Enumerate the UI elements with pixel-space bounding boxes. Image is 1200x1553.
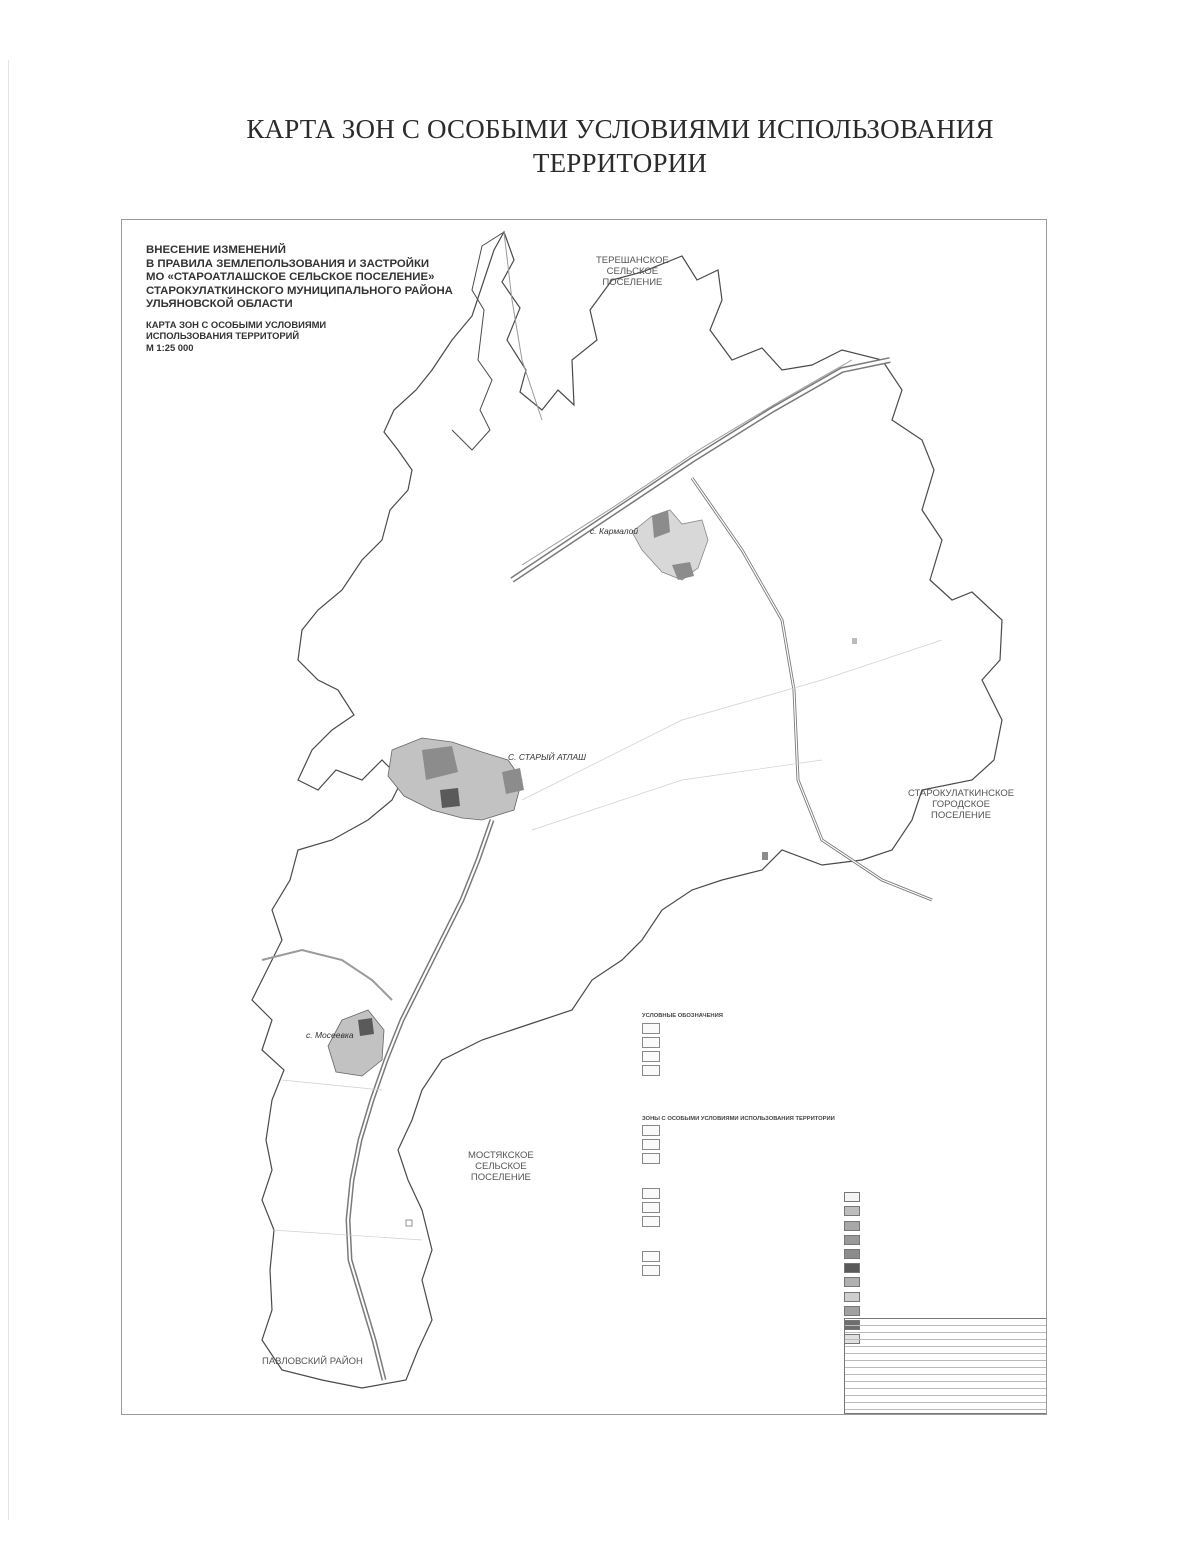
legend-row bbox=[642, 1216, 847, 1227]
page-title-line-2: ТЕРРИТОРИИ bbox=[532, 148, 708, 178]
map-header bbox=[146, 244, 506, 353]
map-header-line-4: СТАРОКУЛАТКИНСКОГО МУНИЦИПАЛЬНОГО РАЙОНА bbox=[146, 284, 453, 297]
neighbor-pavlovsky: ПАВЛОВСКИЙ РАЙОН bbox=[262, 1356, 363, 1367]
zone-row bbox=[844, 1249, 1044, 1259]
stary-atlash-area bbox=[388, 738, 522, 820]
neighbor-mostyakskoe: МОСТЯКСКОЕ СЕЛЬСКОЕ ПОСЕЛЕНИЕ bbox=[468, 1150, 534, 1183]
legend-row bbox=[642, 1265, 847, 1276]
legend-swatch bbox=[642, 1265, 660, 1276]
legend-swatch bbox=[642, 1188, 660, 1199]
legend-row bbox=[642, 1251, 847, 1262]
tributary-north bbox=[504, 232, 542, 420]
karmaloy-area bbox=[632, 510, 708, 580]
legend-swatch bbox=[642, 1216, 660, 1227]
stary-atlash-core-2 bbox=[440, 788, 460, 808]
page-title-line-1: КАРТА ЗОН С ОСОБЫМИ УСЛОВИЯМИ ИСПОЛЬЗОВАНИЯ bbox=[246, 114, 994, 144]
zone-row bbox=[844, 1306, 1044, 1316]
zone-row bbox=[844, 1206, 1044, 1216]
tributary-west bbox=[262, 950, 392, 1000]
map-header-line-1: ВНЕСЕНИЕ ИЗМЕНЕНИЙ bbox=[146, 244, 286, 256]
zone-swatch bbox=[844, 1249, 860, 1259]
small-object-3 bbox=[406, 1220, 412, 1226]
neighbor-tereshanskoe: ТЕРЕШАНСКОЕ СЕЛЬСКОЕ ПОСЕЛЕНИЕ bbox=[596, 255, 669, 288]
zone-row bbox=[844, 1277, 1044, 1287]
neighbor-starokulatkinskoe: СТАРОКУЛАТКИНСКОЕ ГОРОДСКОЕ ПОСЕЛЕНИЕ bbox=[908, 788, 1015, 821]
zone-swatch bbox=[844, 1235, 860, 1245]
legend-row bbox=[642, 1051, 847, 1062]
zone-row bbox=[844, 1292, 1044, 1302]
legend-row bbox=[642, 1153, 847, 1164]
legend-swatch bbox=[642, 1125, 660, 1136]
label-mosyavka: с. Мосеевка bbox=[306, 1030, 354, 1040]
mosyavka-area bbox=[328, 1010, 384, 1076]
small-object-2 bbox=[852, 638, 857, 644]
legend-swatch bbox=[642, 1251, 660, 1262]
zone-swatch bbox=[844, 1292, 860, 1302]
legend-row bbox=[642, 1188, 847, 1199]
legend-zones-title: ЗОНЫ С ОСОБЫМИ УСЛОВИЯМИ ИСПОЛЬЗОВАНИЯ ТЕРРИТОРИИ bbox=[642, 1115, 835, 1122]
scan-edge-line bbox=[8, 60, 9, 1520]
map-subheader-line-2: ИСПОЛЬЗОВАНИЯ ТЕРРИТОРИЙ bbox=[146, 330, 300, 342]
zone-swatch bbox=[844, 1221, 860, 1231]
label-stary-atlash: С. СТАРЫЙ АТЛАШ bbox=[508, 752, 586, 762]
legend-swatch bbox=[642, 1023, 660, 1034]
legend-row bbox=[642, 1037, 847, 1048]
field-line-3 bbox=[282, 1080, 382, 1090]
zone-swatch bbox=[844, 1192, 860, 1202]
road-southeast bbox=[692, 478, 932, 900]
legend-swatch bbox=[642, 1139, 660, 1150]
zone-row bbox=[844, 1235, 1044, 1245]
legend-row bbox=[642, 1065, 847, 1076]
legend-title: УСЛОВНЫЕ ОБОЗНАЧЕНИЯ bbox=[642, 1013, 723, 1019]
map-header-line-3: МО «СТАРОАТЛАШСКОЕ СЕЛЬСКОЕ ПОСЕЛЕНИЕ» bbox=[146, 271, 435, 284]
legend-row bbox=[642, 1125, 847, 1136]
zone-swatch bbox=[844, 1206, 860, 1216]
field-line-2 bbox=[532, 760, 822, 830]
small-object bbox=[762, 852, 768, 860]
map-frame bbox=[121, 219, 1047, 1415]
mosyavka-core bbox=[358, 1018, 374, 1036]
field-line-1 bbox=[522, 640, 942, 800]
map-subheader-line-1: КАРТА ЗОН С ОСОБЫМИ УСЛОВИЯМИ bbox=[146, 318, 327, 330]
title-block-stamp bbox=[844, 1318, 1047, 1414]
legend-row bbox=[642, 1139, 847, 1150]
road-southeast-inner bbox=[692, 478, 932, 900]
zone-swatch bbox=[844, 1263, 860, 1273]
legend-swatch bbox=[642, 1202, 660, 1213]
legend-swatch bbox=[642, 1065, 660, 1076]
river-south bbox=[348, 820, 492, 1380]
map-scale: М 1:25 000 bbox=[146, 341, 194, 353]
legend bbox=[642, 1010, 847, 1279]
zone-row bbox=[844, 1221, 1044, 1231]
zone-row bbox=[844, 1263, 1044, 1273]
zone-swatch bbox=[844, 1277, 860, 1287]
legend-swatch bbox=[642, 1037, 660, 1048]
zone-swatch bbox=[844, 1306, 860, 1316]
map-header-line-5: УЛЬЯНОВСКОЙ ОБЛАСТИ bbox=[146, 298, 293, 311]
stary-atlash-core-3 bbox=[502, 768, 524, 794]
map-header-line-2: В ПРАВИЛА ЗЕМЛЕПОЛЬЗОВАНИЯ И ЗАСТРОЙКИ bbox=[146, 257, 430, 270]
zone-row bbox=[844, 1192, 1044, 1202]
map-subheader bbox=[146, 319, 506, 354]
legend-swatch bbox=[642, 1051, 660, 1062]
legend-row bbox=[642, 1023, 847, 1034]
page-title bbox=[0, 112, 1200, 180]
legend-row bbox=[642, 1202, 847, 1213]
legend-swatch bbox=[642, 1153, 660, 1164]
label-karmaloy: с. Кармалой bbox=[590, 526, 639, 536]
